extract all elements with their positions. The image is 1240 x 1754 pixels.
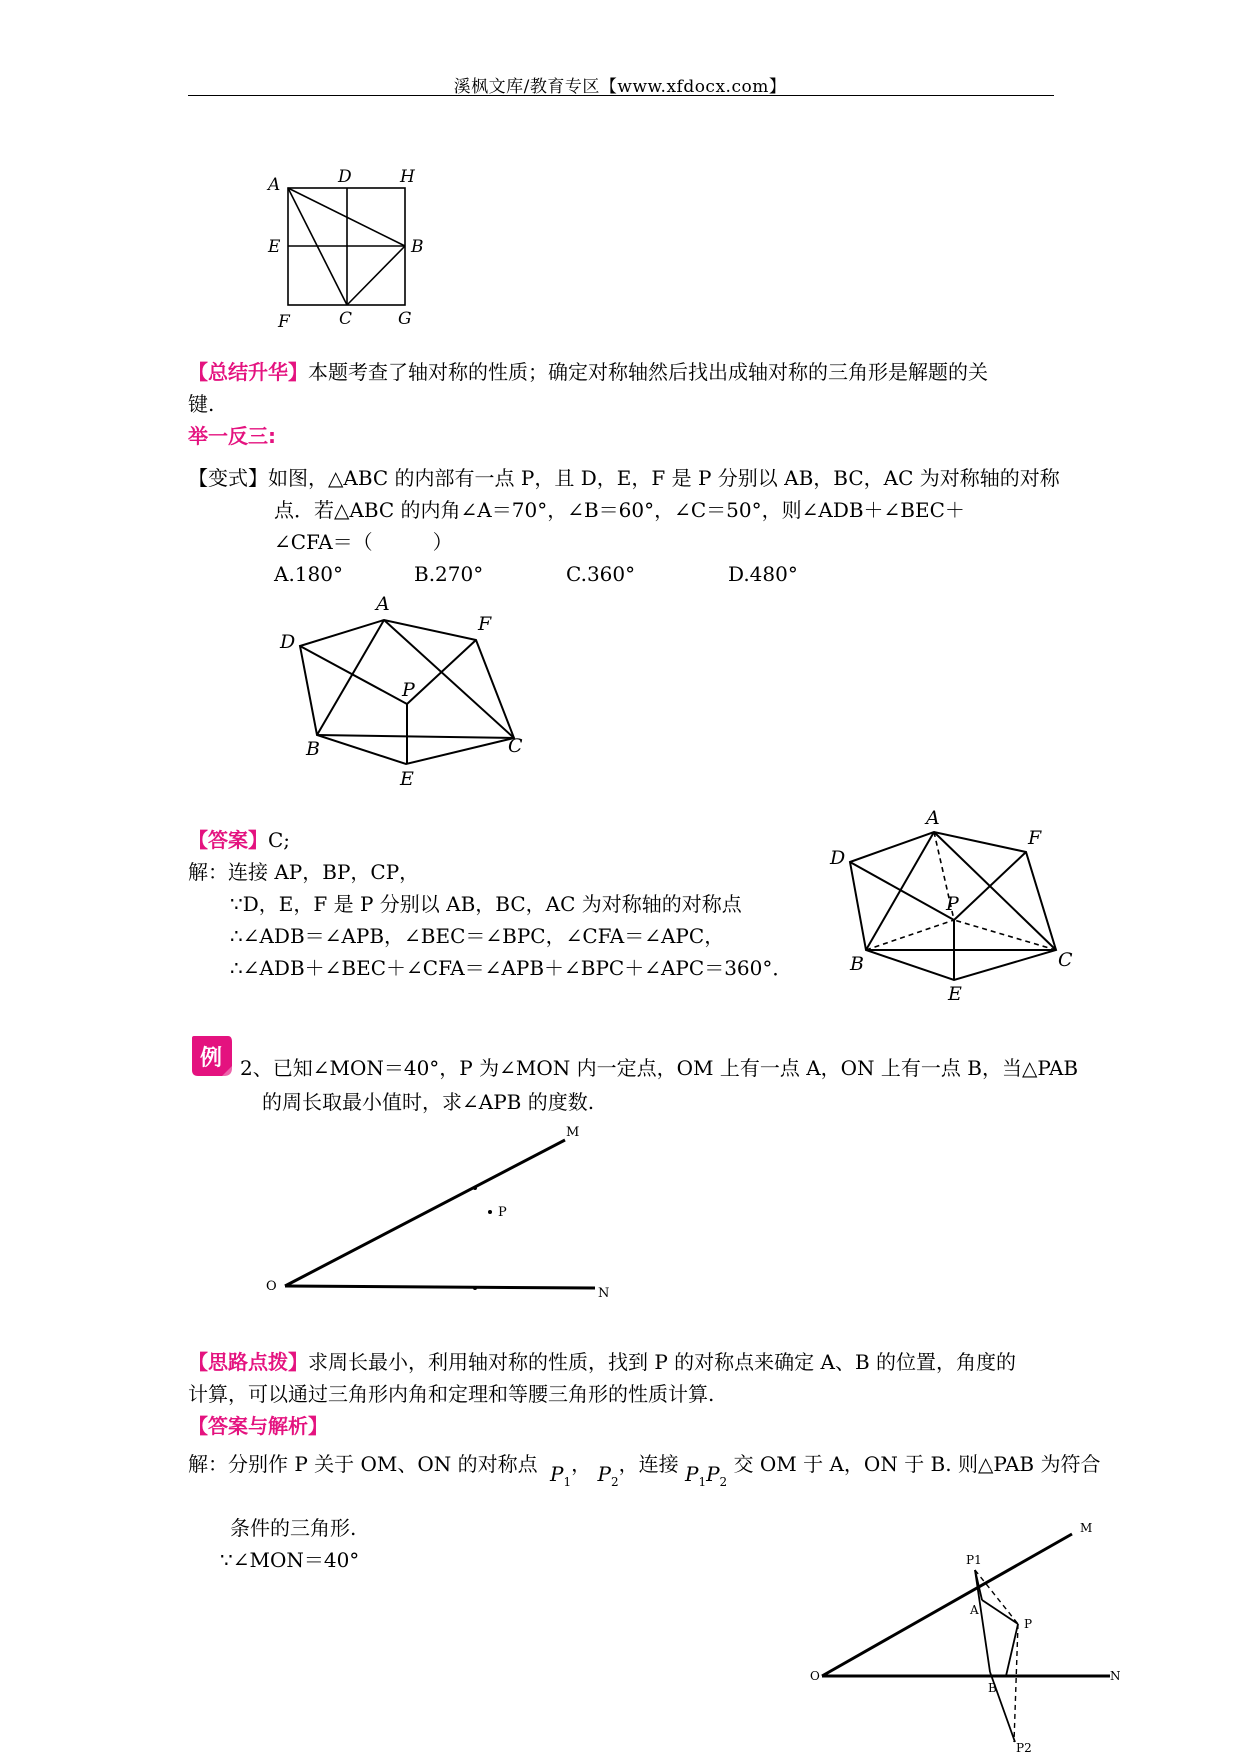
fig2-label-d: D [280,631,296,653]
fig5-label-b: B [988,1681,997,1695]
hint-tag: 【思路点拨】 [188,1350,308,1374]
analysis-line-3: ∵∠MON＝40° [220,1548,360,1572]
variant-tag: 【变式】 [188,466,268,490]
analysis-line-2: 条件的三角形. [230,1516,357,1540]
example-badge-text: 例 [200,1045,223,1071]
fig3-label-d: D [830,847,846,869]
p1-symbol: $P_1$ [550,1462,572,1489]
fig1-label-f: F [278,312,290,332]
fig5-label-p1: P1 [966,1553,982,1567]
fig1-label-h: H [400,167,415,187]
fig3-label-a: A [926,808,940,829]
practice-title: 举一反三: [188,424,276,448]
fig2-label-c: C [508,735,523,757]
variant-text-1: 如图，△ABC 的内部有一点 P，且 D，E，F 是 P 分别以 AB，BC，AC 为对称轴的对称 [268,466,1060,490]
header-rule [188,95,1054,96]
option-a: A.180° [274,562,343,586]
p2-symbol: $P_2$ [597,1462,619,1489]
fig2-label-b: B [306,738,320,760]
fig5-label-a: A [970,1603,979,1617]
summary-line-2: 键. [188,392,215,416]
fig4-label-o: O [266,1279,277,1294]
option-c: C.360° [566,562,636,586]
fig3-label-e: E [948,983,962,1005]
summary-text-1: 本题考查了轴对称的性质；确定对称轴然后找出成轴对称的三角形是解题的关 [308,360,988,384]
analysis-text-1b: 交 OM 于 A，ON 于 B. 则△PAB 为符合 [733,1452,1101,1476]
summary-line-1 [188,356,988,388]
figure-square-grid [260,160,430,335]
example-badge-icon [188,1032,234,1078]
fig3-label-p: P [946,893,959,915]
fig4-label-p: P [498,1205,507,1220]
answer-line-2: ∵D，E，F 是 P 分别以 AB，BC，AC 为对称轴的对称点 [230,892,742,916]
fig1-label-d: D [338,167,352,187]
fig2-label-f: F [478,613,492,635]
fig2-label-p: P [402,679,415,701]
variant-line-2: 点．若△ABC 的内角∠A＝70°，∠B＝60°，∠C＝50°，则∠ADB＋∠BEC＋ [274,498,965,522]
fig1-label-a: A [268,175,281,195]
analysis-line-1: 解：分别作 P 关于 OM、ON 的对称点 $P_1$， $P_2$，连接 $P_1P_2$ 交 OM 于 A，ON 于 B. 则△PAB 为符合 [188,1452,1101,1489]
fig2-label-e: E [400,768,414,790]
p1p2-symbol: $P_1P_2$ [684,1462,728,1489]
fig1-label-g: G [398,309,412,329]
figure-solution-reflections [820,808,1090,1008]
hint-text-1: 求周长最小，利用轴对称的性质，找到 P 的对称点来确定 A、B 的位置，角度的 [308,1350,1017,1374]
fig5-label-n: N [1110,1669,1121,1683]
hint-line-2: 计算，可以通过三角形内角和定理和等腰三角形的性质计算. [188,1382,715,1406]
example-line-2: 的周长取最小值时，求∠APB 的度数. [262,1090,595,1114]
answer-tag: 【答案】 [188,828,268,852]
fig1-label-c: C [339,309,353,329]
option-d: D.480° [728,562,798,586]
fig5-label-p: P [1024,1617,1033,1631]
fig4-label-m: M [566,1125,580,1140]
fig5-label-p2: P2 [1016,1741,1032,1754]
answer-line-4: ∴∠ADB＋∠BEC＋∠CFA＝∠APB＋∠BPC＋∠APC＝360°． [230,956,793,980]
fig3-label-c: C [1058,949,1073,971]
fig3-label-f: F [1028,827,1042,849]
fig3-label-b: B [850,953,864,975]
fig4-label-n: N [598,1286,610,1301]
figure-reflection-construction [810,1512,1130,1754]
answer-line-3: ∴∠ADB＝∠APB，∠BEC＝∠BPC，∠CFA＝∠APC， [230,924,725,948]
answer-value: C; [268,828,291,852]
fig1-label-e: E [268,237,281,257]
example-line-1: 2、已知∠MON＝40°，P 为∠MON 内一定点，OM 上有一点 A，ON 上有一点 B，当△PAB [240,1056,1079,1080]
page-header: 溪枫文库/教育专区【www.xfdocx.com】 [453,77,787,97]
fig5-label-o: O [810,1669,820,1683]
hint-line-1 [188,1346,1016,1378]
option-b: B.270° [414,562,484,586]
fig2-label-a: A [376,593,390,615]
answer-line-0 [188,824,290,856]
figure-angle-mon [260,1118,620,1308]
variant-line-1 [188,462,1060,494]
fig5-label-m: M [1080,1521,1093,1535]
answer-line-1: 解：连接 AP，BP，CP， [188,860,420,884]
analysis-text-1a: 解：分别作 P 关于 OM、ON 的对称点 [188,1452,538,1476]
fig1-label-b: B [411,237,424,257]
analysis-tag: 【答案与解析】 [188,1414,328,1438]
variant-line-3: ∠CFA＝（ ） [274,530,453,554]
figure-triangle-reflections [270,592,540,792]
summary-tag: 【总结升华】 [188,360,308,384]
